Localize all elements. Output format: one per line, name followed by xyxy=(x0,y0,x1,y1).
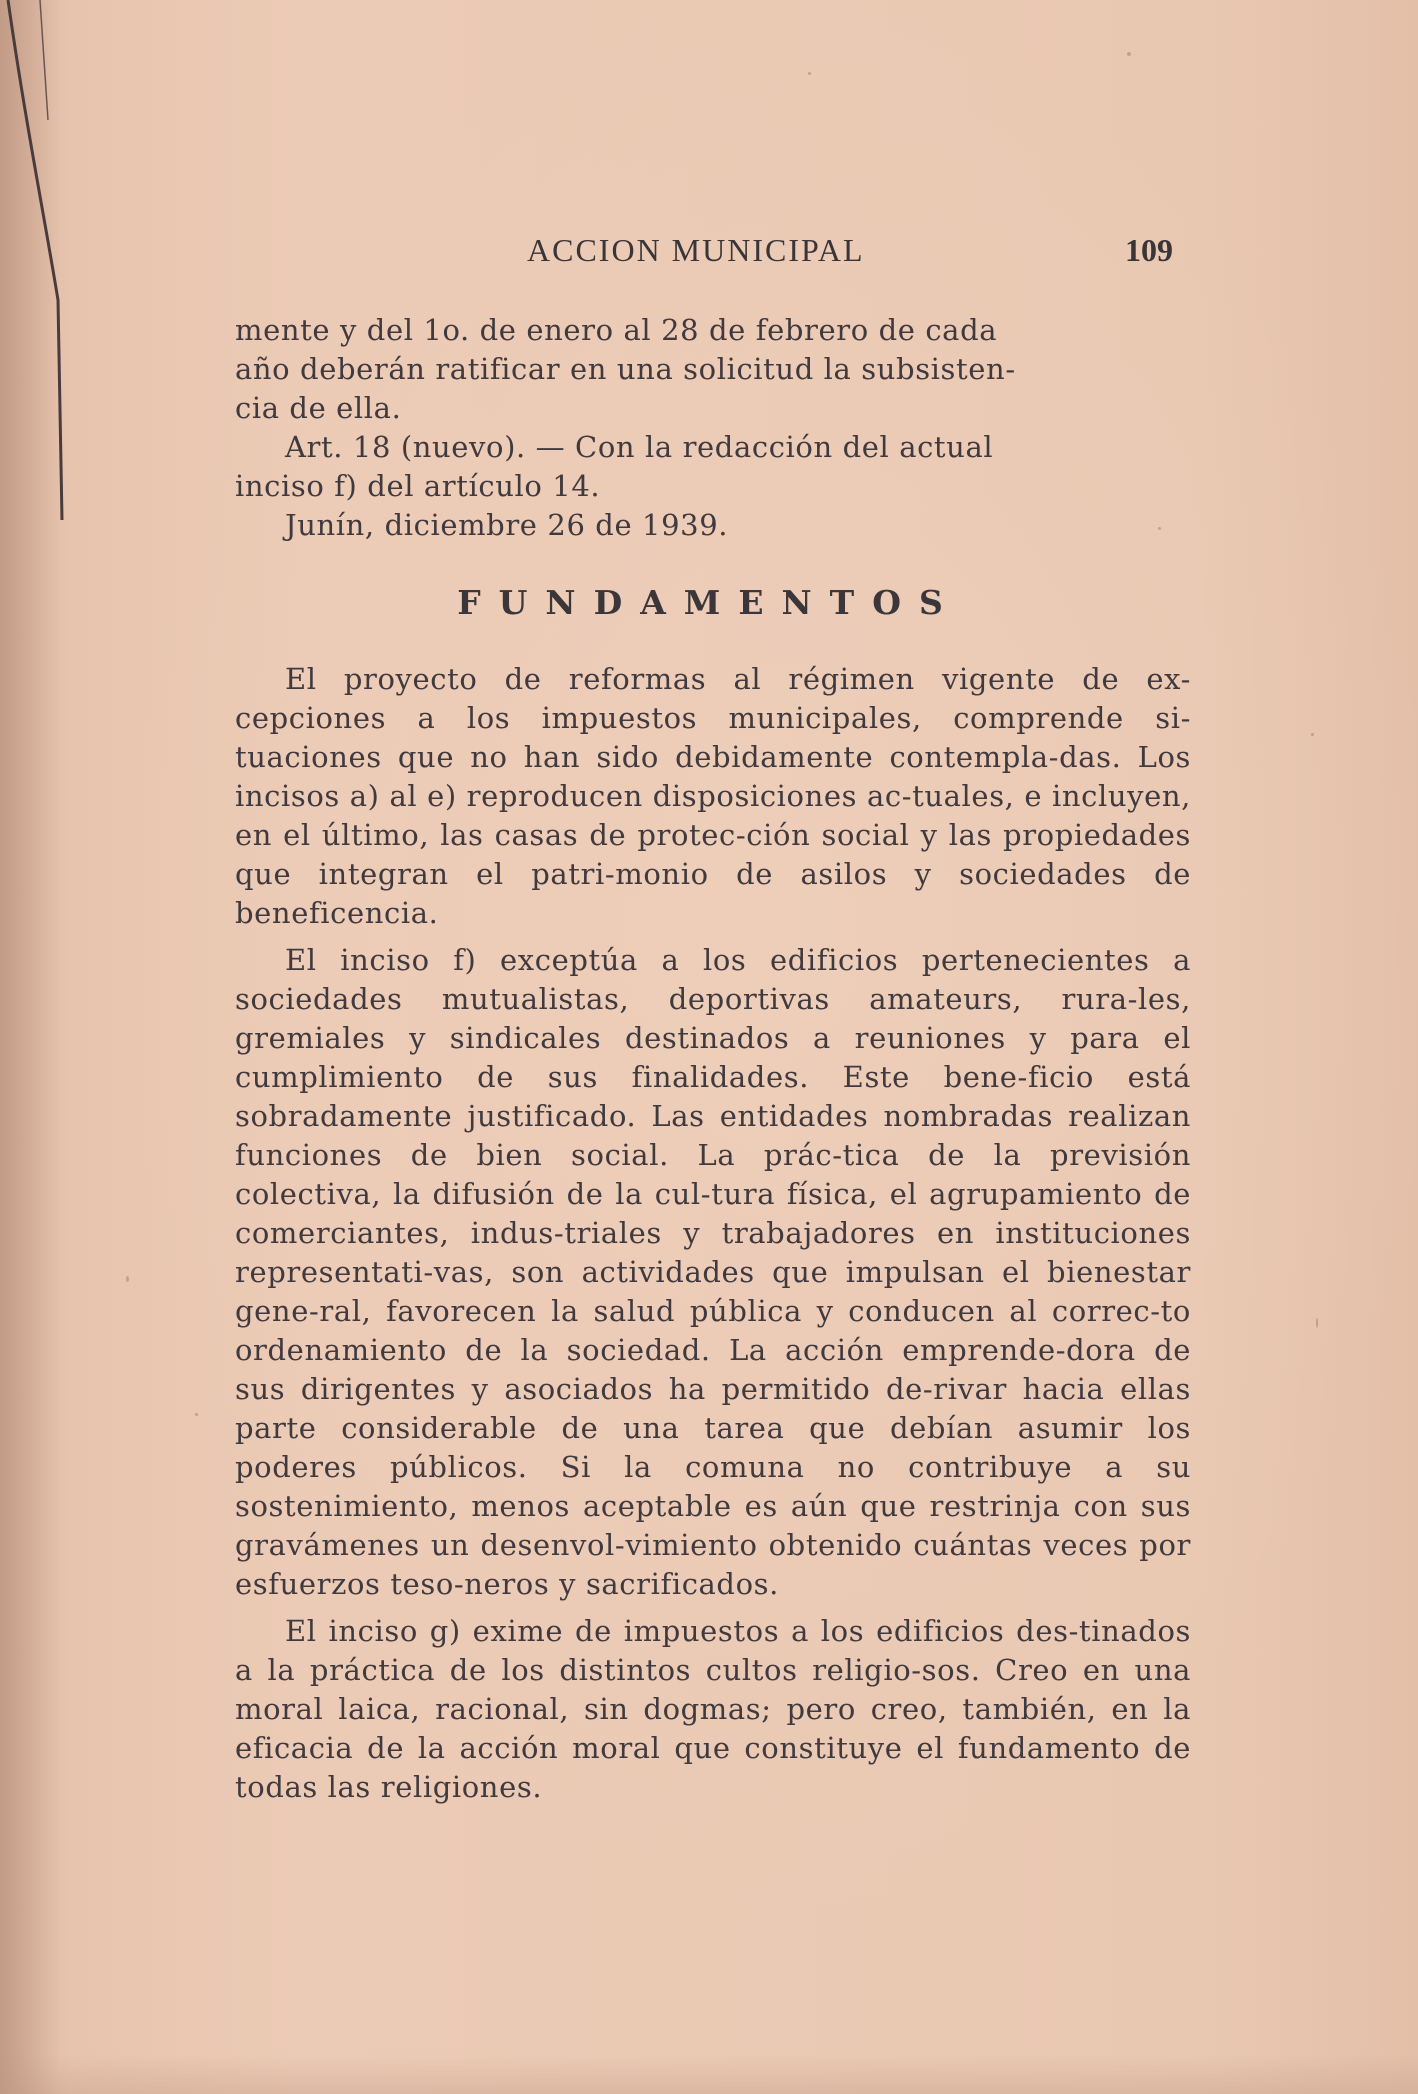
date-line: Junín, diciembre 26 de 1939. xyxy=(285,508,729,542)
paper-speck xyxy=(1158,527,1161,530)
paper-speck xyxy=(1311,733,1314,736)
paper-speck xyxy=(126,1276,129,1282)
paragraph: El inciso g) exime de impuestos a los edificios des-tinados a la práctica de los distintos cultos religio-sos. Creo en una moral laica, racional, sin dogmas; pero creo, también, en la eficacia de la acción moral que constituye el fundamento de todas las religiones. xyxy=(235,1614,1191,1804)
section-title: FUNDAMENTOS xyxy=(457,583,961,622)
paragraph: El inciso f) exceptúa a los edificios pertenecientes a sociedades mutualistas, deportivas amateurs, rura-les, gremiales y sindicales destinados a reuniones y para el cumplimiento de sus finalidades. Este bene-ficio está sobradamente justificado. Las entidades nombradas realizan funciones de bien social. La prác-tica de la previsión colectiva, la difusión de la cul-tura física, el agrupamiento de comerciantes, indus-triales y trabajadores en instituciones representati-vas, son actividades que impulsan el bienestar gene-ral, favorecen la salud pública y conducen al correc-to ordenamiento de la sociedad. La acción emprende-dora de sus dirigentes y asociados ha permitido de-rivar hacia ellas parte considerable de una tarea que debían asumir los poderes públicos. Si la comuna no contribuye a su sostenimiento, menos aceptable es aún que restrinja con sus gravámenes un desenvol-vimiento obtenido cuántas veces por esfuerzos teso-neros y sacrificados. xyxy=(235,943,1191,1601)
fundamentos-body xyxy=(235,660,1191,1815)
closing-article-block xyxy=(235,311,1191,545)
page-number: 109 xyxy=(1125,232,1173,268)
paper-speck xyxy=(1127,52,1131,56)
running-title: ACCION MUNICIPAL xyxy=(527,232,865,268)
page-bottom-shadow xyxy=(0,2054,1418,2094)
article-18-line: Art. 18 (nuevo). — Con la redacción del actual xyxy=(285,430,994,464)
paper-speck xyxy=(195,1413,198,1416)
text-line: cia de ella. xyxy=(235,391,402,425)
binding-edge-line xyxy=(0,0,120,520)
paper-speck xyxy=(808,72,811,75)
text-line: mente y del 1o. de enero al 28 de febrero de cada xyxy=(235,313,998,347)
paragraph: El proyecto de reformas al régimen vigente de ex-cepciones a los impuestos municipales, comprende si-tuaciones que no han sido debidamente contempla-das. Los incisos a) al e) reproducen disposiciones ac-tuales, e incluyen, en el último, las casas de protec-ción social y las propiedades que integran el patri-monio de asilos y sociedades de beneficencia. xyxy=(235,662,1191,930)
text-line: año deberán ratificar en una solicitud la subsisten- xyxy=(235,352,1016,386)
text-line: inciso f) del artículo 14. xyxy=(235,469,601,503)
paper-speck xyxy=(1316,1318,1318,1328)
